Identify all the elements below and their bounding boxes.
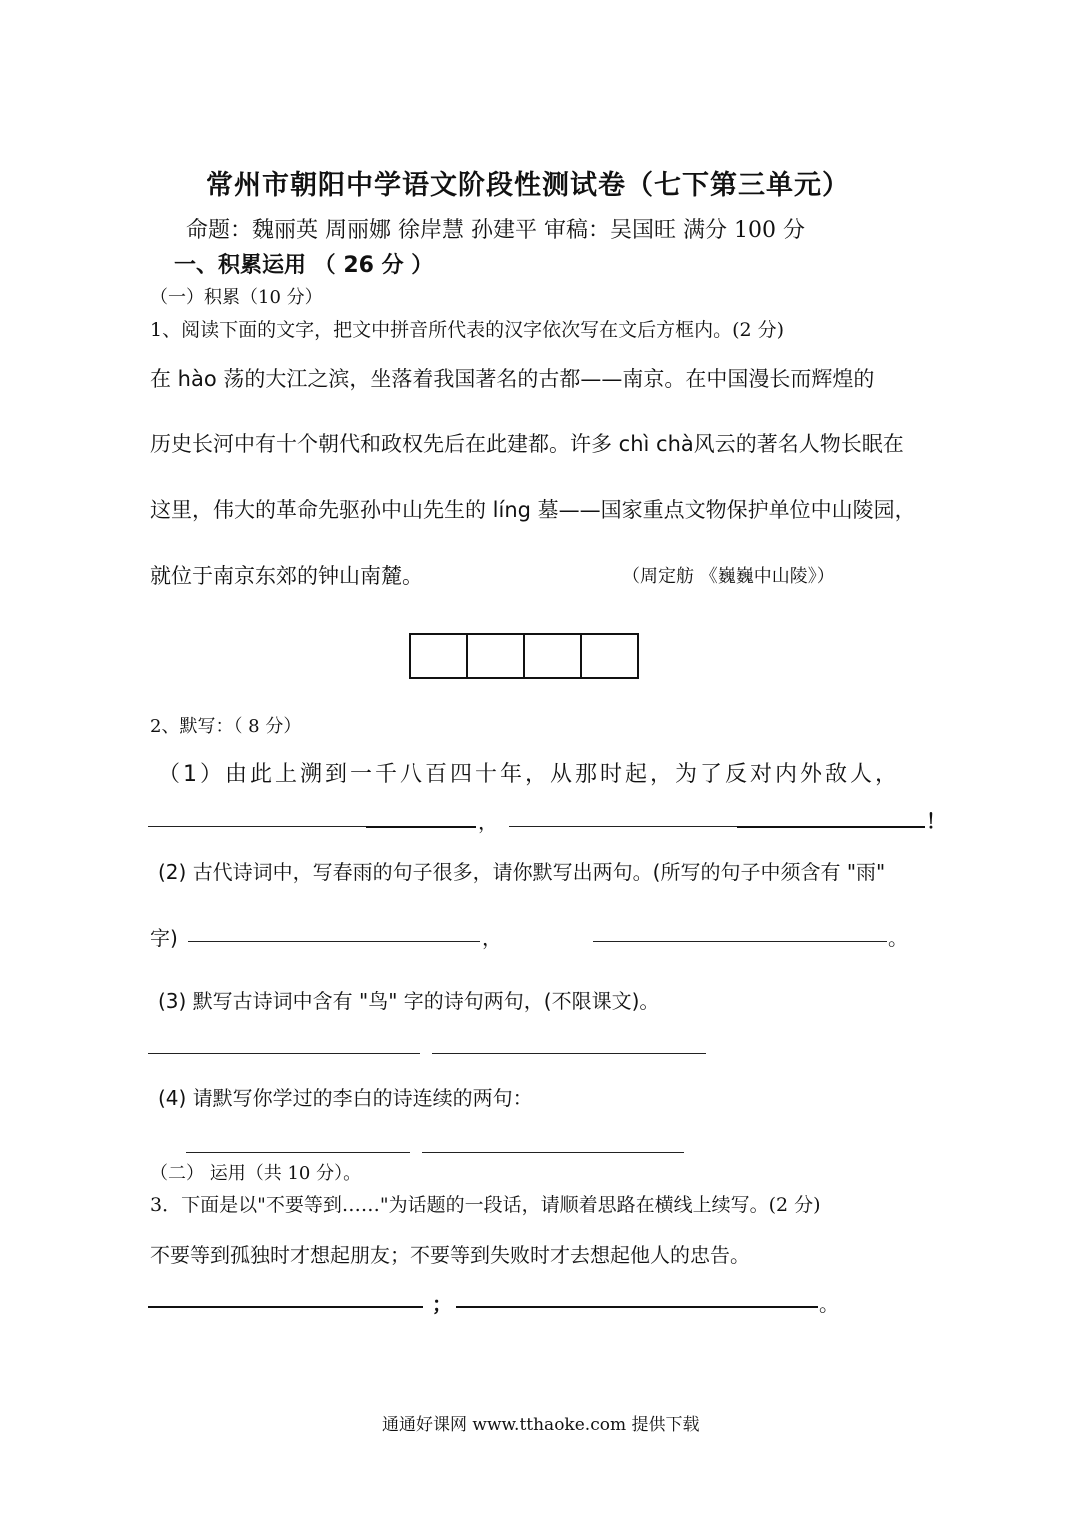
passage-line-4: 就位于南京东郊的钟山南麓。 bbox=[150, 564, 423, 588]
subsection-heading-2: （二） 运用（共 10 分）。 bbox=[150, 1163, 362, 1184]
recite-item-4: (4) 请默写你学过的李白的诗连续的两句： bbox=[158, 1086, 533, 1110]
answer-line[interactable] bbox=[422, 1152, 684, 1153]
question-3-prompt: 3．下面是以"不要等到……"为话题的一段话，请顺着思路在横线上续写。(2 分) bbox=[150, 1194, 821, 1216]
recite-item-2-continued: 字) bbox=[150, 926, 178, 950]
recite-item-3: (3) 默写古诗词中含有 "鸟" 字的诗句两句，(不限课文)。 bbox=[158, 989, 660, 1013]
passage-line-2: 历史长河中有十个朝代和政权先后在此建都。许多 chì chà风云的著名人物长眠在 bbox=[150, 432, 904, 456]
answer-line[interactable] bbox=[366, 826, 476, 828]
question-1-prompt: 1、阅读下面的文字，把文中拼音所代表的汉字依次写在文后方框内。(2 分) bbox=[150, 319, 785, 341]
answer-box-row bbox=[409, 633, 639, 679]
answer-line[interactable] bbox=[148, 826, 366, 827]
answer-line[interactable] bbox=[148, 1306, 423, 1308]
punctuation-comma: ， bbox=[478, 810, 498, 834]
answer-box[interactable] bbox=[466, 633, 525, 679]
punctuation-period: 。 bbox=[888, 926, 908, 950]
authors-line: 命题：魏丽英 周丽娜 徐岸慧 孙建平 审稿：吴国旺 满分 100 分 bbox=[186, 218, 805, 243]
answer-box[interactable] bbox=[523, 633, 582, 679]
question-3-body: 不要等到孤独时才想起朋友；不要等到失败时才去想起他人的忠告。 bbox=[150, 1243, 750, 1267]
question-2-prompt: 2、默写：（ 8 分） bbox=[150, 716, 302, 737]
punctuation-semicolon: ； bbox=[432, 1292, 452, 1316]
page-title: 常州市朝阳中学语文阶段性测试卷（七下第三单元） bbox=[206, 170, 850, 201]
answer-line[interactable] bbox=[148, 1053, 420, 1054]
footer-credit: 通通好课网 www.tthaoke.com 提供下载 bbox=[382, 1415, 700, 1435]
answer-line[interactable] bbox=[432, 1053, 706, 1054]
answer-line[interactable] bbox=[737, 826, 925, 828]
answer-line[interactable] bbox=[186, 1152, 410, 1153]
punctuation-period: 。 bbox=[819, 1292, 839, 1316]
answer-line[interactable] bbox=[509, 826, 737, 827]
passage-line-3: 这里，伟大的革命先驱孙中山先生的 líng 墓——国家重点文物保护单位中山陵园， bbox=[150, 498, 916, 522]
answer-box[interactable] bbox=[409, 633, 468, 679]
punctuation-comma: ， bbox=[482, 926, 502, 950]
answer-box[interactable] bbox=[580, 633, 639, 679]
answer-line[interactable] bbox=[456, 1306, 818, 1308]
passage-source: （周定舫 《巍巍中山陵》） bbox=[622, 566, 835, 587]
answer-line[interactable] bbox=[593, 941, 887, 942]
section-heading-1: 一、积累运用 （ 26 分 ） bbox=[174, 253, 434, 278]
recite-item-2: (2) 古代诗词中，写春雨的句子很多，请你默写出两句。(所写的句子中须含有 "雨" bbox=[158, 860, 886, 884]
punctuation-exclamation: ！ bbox=[926, 809, 946, 833]
recite-item-1: （1）由此上溯到一千八百四十年，从那时起，为了反对内外敌人， bbox=[158, 762, 900, 787]
passage-line-1: 在 hào 荡的大江之滨，坐落着我国著名的古都——南京。在中国漫长而辉煌的 bbox=[150, 367, 875, 391]
subsection-heading-1: （一）积累（10 分） bbox=[150, 287, 323, 308]
answer-line[interactable] bbox=[188, 941, 480, 942]
